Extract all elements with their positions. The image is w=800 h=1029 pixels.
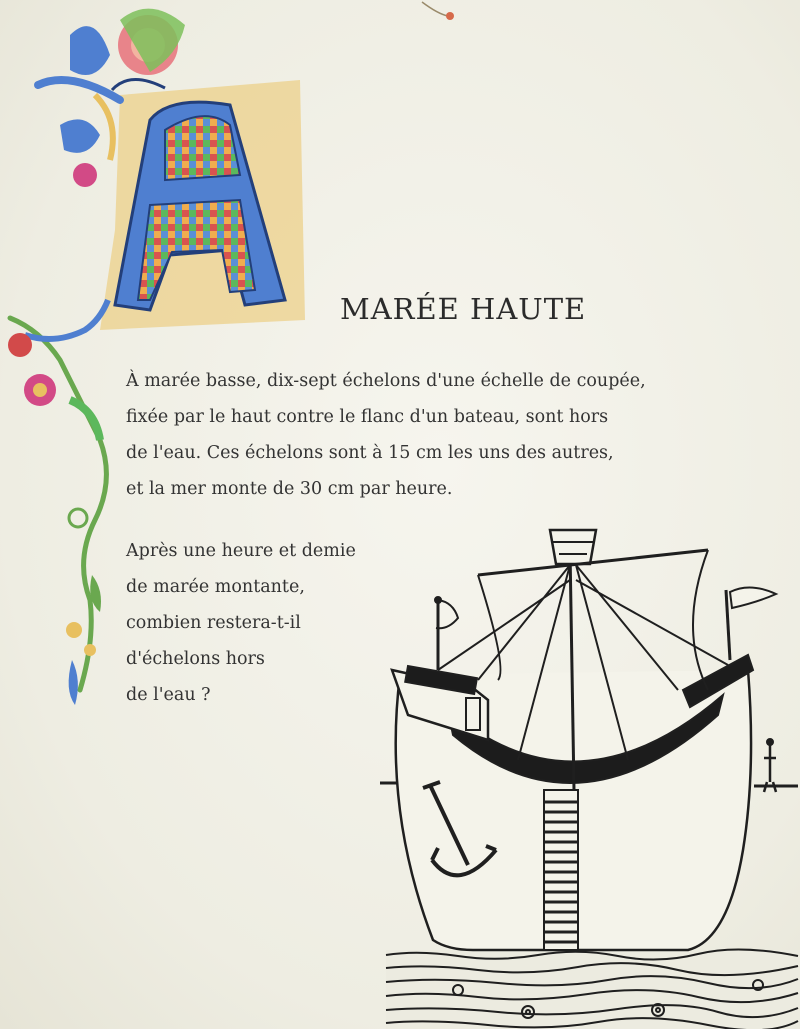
question-line: Après une heure et demie: [126, 541, 356, 561]
statement-line: fixée par le haut contre le flanc d'un bateau, sont hors: [126, 407, 609, 427]
sea-waves: [386, 949, 800, 1029]
page-title: MARÉE HAUTE: [340, 292, 587, 326]
problem-question: [126, 533, 356, 713]
question-line: de l'eau ?: [126, 685, 211, 705]
question-line: de marée montante,: [126, 577, 305, 597]
statement-line: et la mer monte de 30 cm par heure.: [126, 479, 453, 499]
problem-statement: [126, 363, 646, 507]
statement-line: À marée basse, dix-sept échelons d'une échelle de coupée,: [126, 371, 646, 391]
flag-icon: [730, 587, 776, 608]
question-line: combien restera-t-il: [126, 613, 301, 633]
question-line: d'échelons hors: [126, 649, 265, 669]
corner-ornament: [420, 0, 470, 24]
gangway-ladder: [544, 790, 578, 950]
statement-line: de l'eau. Ces échelons sont à 15 cm les uns des autres,: [126, 443, 614, 463]
ship-illustration: [378, 520, 800, 1029]
